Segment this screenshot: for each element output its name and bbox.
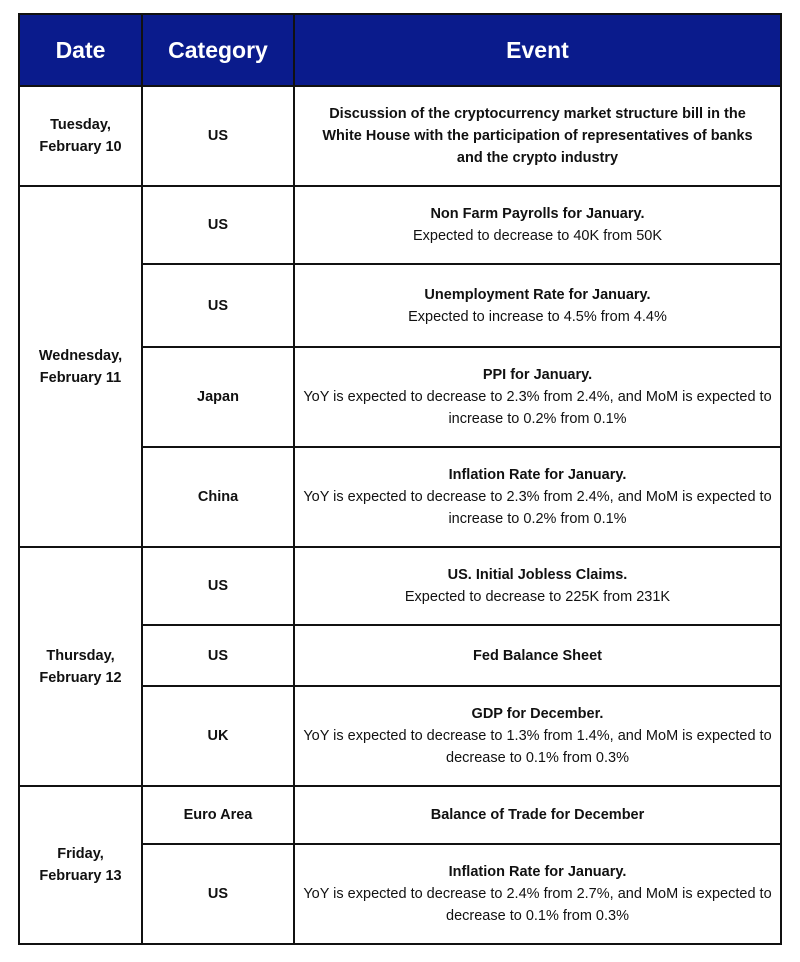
table-row [19,186,781,264]
event-title: Fed Balance Sheet [473,647,602,664]
date-cell [19,786,142,944]
category-cell: US [142,625,294,686]
category-cell: Euro Area [142,786,294,844]
event-title: Inflation Rate for January. [448,864,627,880]
date-label: Wednesday, February 11 [38,347,123,386]
event-title: Unemployment Rate for January. [424,286,651,303]
event-title: Discussion of the cryptocurrency market structure bill in the White House with the participation of representatives of banks and the crypto industry [322,106,753,166]
event-cell [294,625,781,686]
category-cell: UK [142,686,294,786]
date-label: Thursday, February 12 [39,647,122,686]
header-event: Event [294,14,781,86]
event-cell [294,844,781,944]
category-cell: US [142,547,294,625]
date-cell [19,547,142,786]
event-title: Non Farm Payrolls for January. [430,206,645,222]
table-row [19,547,781,625]
event-detail: Expected to decrease to 225K from 231K [404,589,671,605]
event-detail: YoY is expected to decrease to 2.3% from 2.4%, and MoM is expected to increase to 0.2% from 0.1% [303,389,772,427]
category-cell: US [142,186,294,264]
event-title: Balance of Trade for December [430,807,645,823]
economic-calendar-table [18,13,782,945]
header-row [19,14,781,86]
category-cell: Japan [142,347,294,447]
event-cell [294,686,781,786]
event-detail: YoY is expected to decrease to 2.3% from 2.4%, and MoM is expected to increase to 0.2% from 0.1% [303,489,772,527]
event-cell [294,547,781,625]
header-date: Date [19,14,142,86]
event-cell [294,447,781,547]
event-cell [294,347,781,447]
date-cell [19,186,142,547]
category-cell: US [142,264,294,347]
table-row [19,86,781,186]
date-label: Friday, February 13 [39,846,122,884]
event-detail: YoY is expected to decrease to 2.4% from 2.7%, and MoM is expected to decrease to 0.1% from 0.3% [303,886,772,924]
event-title: US. Initial Jobless Claims. [447,567,628,583]
table-row [19,786,781,844]
event-cell [294,186,781,264]
category-cell: US [142,844,294,944]
event-title: PPI for January. [482,367,593,383]
event-title: GDP for December. [471,706,604,722]
date-label: Tuesday, February 10 [39,117,122,155]
event-cell [294,264,781,347]
header-category: Category [142,14,294,86]
event-title: Inflation Rate for January. [448,467,627,483]
category-cell: US [142,86,294,186]
event-detail: Expected to decrease to 40K from 50K [412,228,663,244]
date-cell [19,86,142,186]
event-cell [294,786,781,844]
event-detail: Expected to increase to 4.5% from 4.4% [408,308,667,325]
category-cell: China [142,447,294,547]
event-cell [294,86,781,186]
event-detail: YoY is expected to decrease to 1.3% from 1.4%, and MoM is expected to decrease to 0.1% from 0.3% [303,728,772,766]
